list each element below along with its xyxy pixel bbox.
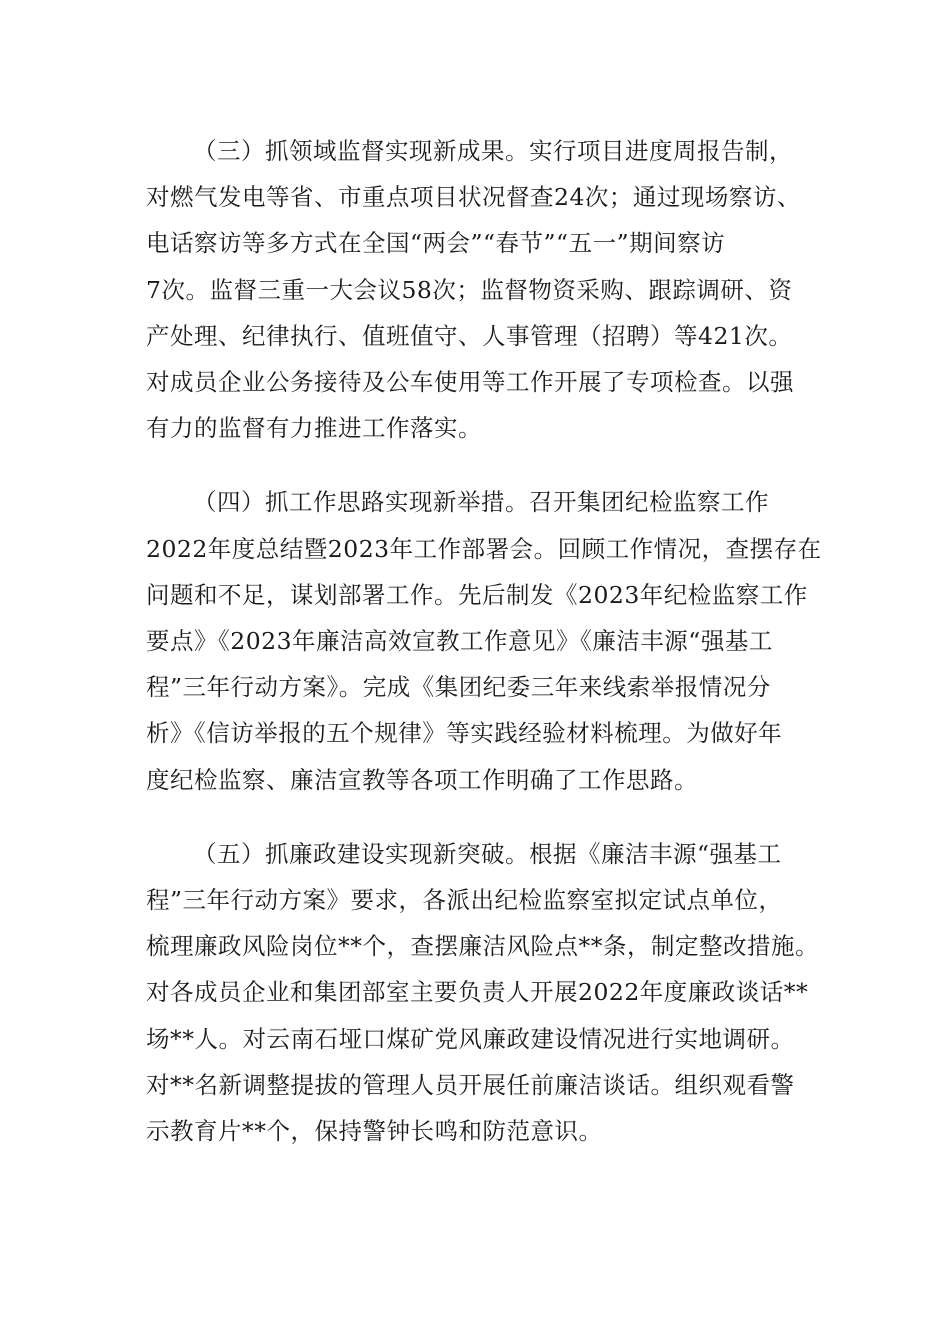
- paragraph-line: 问题和不足，谋划部署工作。先后制发《2023年纪检监察工作: [146, 580, 808, 609]
- paragraph-line: 程”三年行动方案》。完成《集团纪委三年来线索举报情况分: [146, 673, 771, 702]
- paragraph-line: 对各成员企业和集团部室主要负责人开展2022年度廉政谈话**: [146, 978, 809, 1007]
- paragraph-line: （五）抓廉政建设实现新突破。根据《廉洁丰源“强基工: [193, 839, 782, 868]
- paragraph-line: 示教育片**个，保持警钟长鸣和防范意识。: [146, 1117, 603, 1146]
- paragraph-line: （三）抓领域监督实现新成果。实行项目进度周报告制，: [193, 137, 793, 165]
- paragraph-line: 场**人。对云南石垭口煤矿党风廉政建设情况进行实地调研。: [146, 1024, 795, 1053]
- paragraph-line: （四）抓工作思路实现新举措。召开集团纪检监察工作: [193, 488, 769, 517]
- paragraph-line: 程”三年行动方案》要求，各派出纪检监察室拟定试点单位，: [146, 886, 783, 915]
- paragraph-line: 对成员企业公务接待及公车使用等工作开展了专项检查。以强: [146, 368, 794, 397]
- paragraph-line: 电话察访等多方式在全国“两会”“春节”“五一”期间察访: [146, 229, 726, 258]
- paragraph-line: 对燃气发电等省、市重点项目状况督查24次；通过现场察访、: [146, 183, 801, 212]
- paragraph-line: 有力的监督有力推进工作落实。: [146, 414, 482, 443]
- paragraph-line: 对**名新调整提拔的管理人员开展任前廉洁谈话。组织观看警: [146, 1070, 795, 1099]
- paragraph-4-work-approach: [146, 479, 822, 802]
- paragraph-line: 7次。监督三重一大会议58次；监督物资采购、跟踪调研、资: [146, 275, 793, 304]
- paragraph-line: 产处理、纪律执行、值班值守、人事管理（招聘）等421次。: [146, 321, 793, 350]
- paragraph-3-supervision: [146, 128, 808, 451]
- paragraph-5-integrity-building: [146, 831, 819, 1154]
- paragraph-line: 析》《信访举报的五个规律》等实践经验材料梳理。为做好年: [146, 719, 783, 748]
- paragraph-line: 2022年度总结暨2023年工作部署会。回顾工作情况，查摆存在: [146, 534, 822, 563]
- paragraph-line: 梳理廉政风险岗位**个，查摆廉洁风险点**条，制定整改措施。: [146, 932, 819, 961]
- paragraph-line: 要点》《2023年廉洁高效宣教工作意见》《廉洁丰源“强基工: [146, 627, 773, 656]
- paragraph-line: 度纪检监察、廉洁宣教等各项工作明确了工作思路。: [146, 765, 698, 794]
- document-body: [146, 128, 822, 1182]
